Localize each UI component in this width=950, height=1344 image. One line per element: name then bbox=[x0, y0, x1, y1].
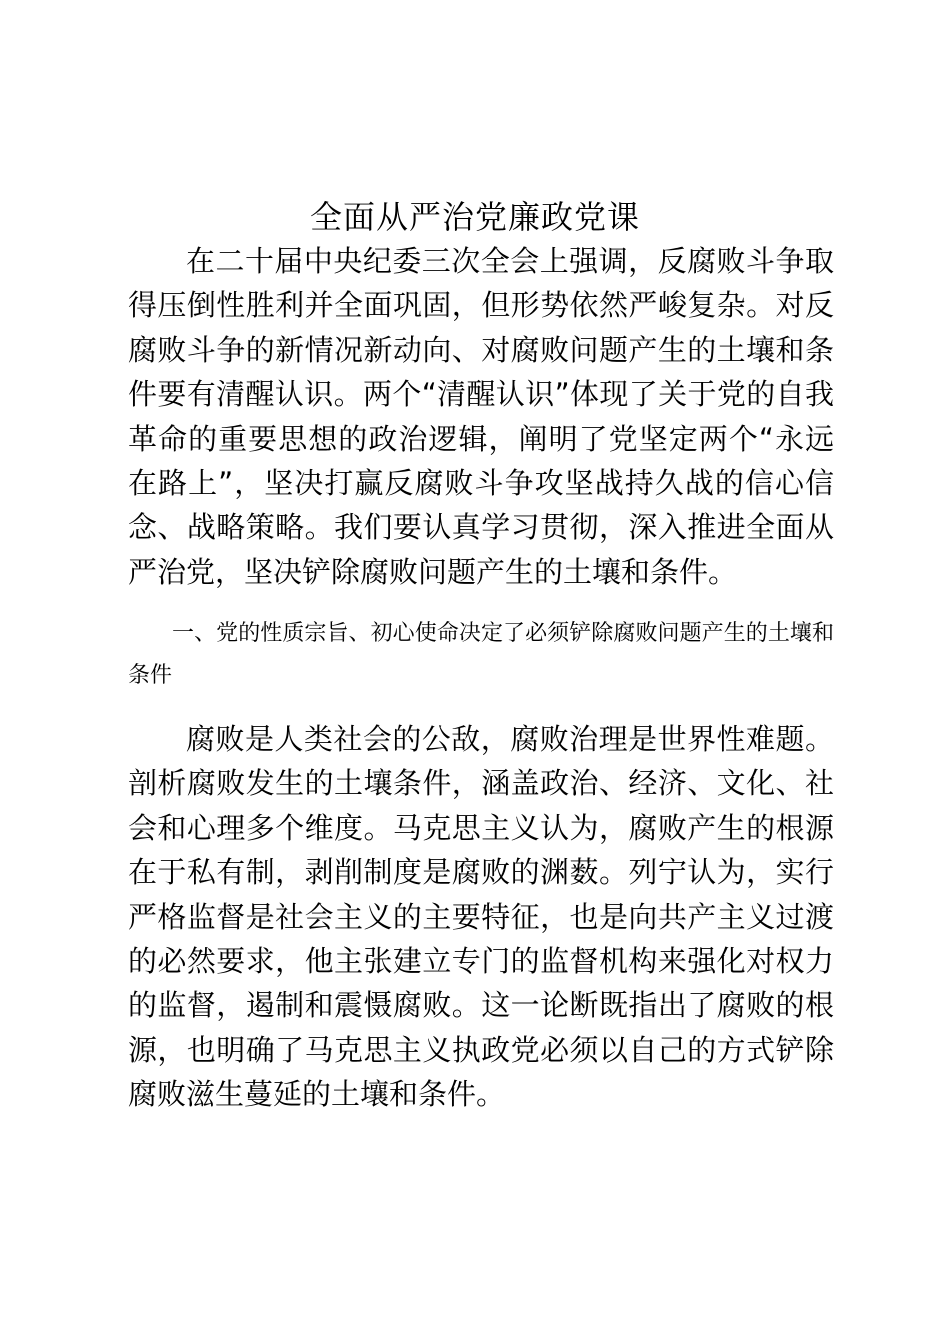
section-heading: 一、党的性质宗旨、初心使命决定了必须铲除腐败问题产生的土壤和条件 bbox=[128, 621, 834, 688]
section-body-paragraph: 腐败是人类社会的公敌，腐败治理是世界性难题。剖析腐败发生的土壤条件，涵盖政治、经济、文化、社会和心理多个维度。马克思主义认为，腐败产生的根源在于私有制，剥削制度是腐败的渊薮。列宁认为，实行严格监督是社会主义的主要特征，也是向共产主义过渡的必然要求，他主张建立专门的监督机构来强化对权力的监督，遏制和震慑腐败。这一论断既指出了腐败的根源，也明确了马克思主义执政党必须以自己的方式铲除腐败滋生蔓延的土壤和条件。 bbox=[128, 722, 834, 1112]
intro-paragraph: 在二十届中央纪委三次全会上强调，反腐败斗争取得压倒性胜利并全面巩固，但形势依然严峻复杂。对反腐败斗争的新情况新动向、对腐败问题产生的土壤和条件要有清醒认识。两个“清醒认识”体现了关于党的自我革命的重要思想的政治逻辑，阐明了党坚定两个“永远在路上”，坚决打赢反腐败斗争攻坚战持久战的信心信念、战略策略。我们要认真学习贯彻，深入推进全面从严治党，坚决铲除腐败问题产生的土壤和条件。 bbox=[128, 244, 834, 589]
document-title: 全面从严治党廉政党课 bbox=[309, 198, 640, 237]
